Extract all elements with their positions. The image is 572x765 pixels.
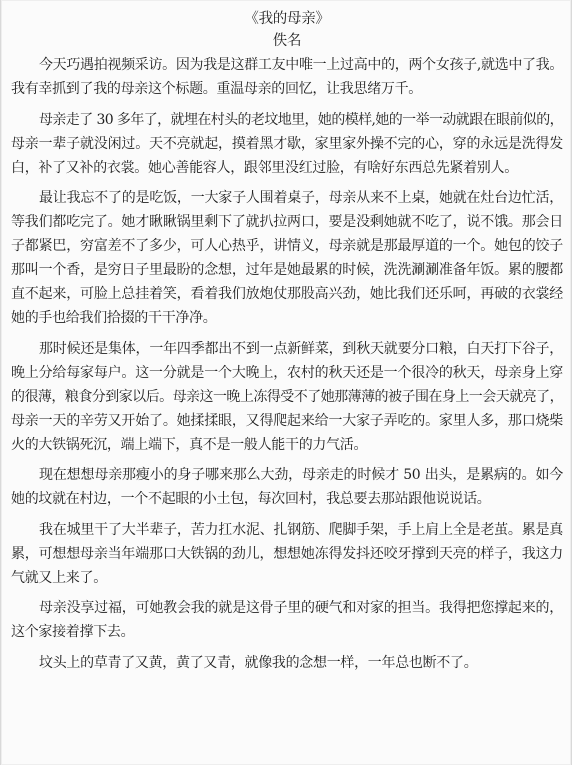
paragraph-line: 她的坟就在村边，一个不起眼的小土包，每次回村，我总要去那站跟他说说话。 — [11, 491, 491, 507]
paragraph — [11, 463, 563, 511]
paragraph-line: 的很薄，粮食分到家以后。母亲这一晚上冻得受不了她那薄薄的被子围在身上一会天就亮了， — [11, 388, 563, 405]
paragraph — [11, 596, 563, 644]
paragraph — [11, 53, 563, 101]
paragraph-line: 我有幸抓到了我的母亲这个标题。重温母亲的回忆，让我思绪万千。 — [11, 81, 422, 97]
paragraph-line: 现在想想母亲那瘦小的身子哪来那么大劲，母亲走的时候才 50 出头，是累病的。如今 — [39, 467, 563, 483]
paragraph-line: 直不起来，可脸上总挂着笑，看着我们放炮仗那股高兴劲，她比我们还乐呵，再破的衣裳经 — [11, 286, 563, 302]
document-body — [11, 8, 563, 675]
document-author: 佚名 — [272, 33, 302, 49]
paragraph-line: 那叫一个香，是穷日子里最盼的念想，过年是她最累的时候，洗洗涮涮准备年饭。累的腰都 — [11, 262, 563, 278]
paragraph-line: 母亲一辈子就没闲过。天不亮就起，摸着黑才歇，家里家外操不完的心，穿的永远是洗得发 — [11, 135, 563, 152]
paragraph-list — [11, 53, 563, 675]
paragraph — [11, 186, 563, 330]
paragraph-line: 母亲走了 30 多年了，就埋在村头的老坟地里，她的模样,她的一举一动就跟在眼前似的， — [39, 111, 563, 128]
paragraph-line: 那时候还是集体，一年四季都出不到一点新鲜菜，到秋天就要分口粮，白天打下谷子， — [39, 340, 563, 357]
paragraph — [11, 651, 563, 675]
paragraph — [11, 337, 563, 457]
paragraph-line: 子都紧巴，穷富差不了多少，可人心热乎，讲情义，母亲就是那最厚道的一个。她包的饺子 — [11, 238, 563, 254]
paragraph-line: 母亲没享过福，可她教会我的就是这骨子里的硬气和对家的担当。我得把您撑起来的， — [39, 600, 563, 616]
paragraph — [11, 518, 563, 590]
paragraph-line: 今天巧遇拍视频采访。因为我是这群工友中唯一上过高中的，两个女孩子,就选中了我。 — [39, 57, 563, 73]
paragraph-line: 累，可想想母亲当年端那口大铁锅的劲儿，想想她冻得发抖还咬牙撑到天亮的样子，我这力 — [11, 545, 563, 562]
paragraph-line: 气就又上来了。 — [11, 569, 107, 586]
paragraph-line: 等我们都吃完了。她才瞅瞅锅里剩下了就扒拉两口，要是没剩她就不吃了，说不饿。那会日 — [11, 214, 563, 230]
paragraph-line: 母亲一天的辛劳又开始了。她揉揉眼，又得爬起来给一大家子弄吃的。家里人多，那口烧柴 — [11, 412, 563, 429]
paragraph — [11, 108, 563, 180]
paragraph-line: 坟头上的草青了又黄，黄了又青，就像我的念想一样，一年总也断不了。 — [39, 654, 478, 671]
paragraph-line: 白，补了又补的衣裳。她心善能容人，跟邻里没红过脸，有啥好东西总先紧着别人。 — [11, 159, 518, 176]
paragraph-line: 她的手也给我们拾掇的干干净净。 — [11, 310, 217, 326]
paragraph-line: 最让我忘不了的是吃饭，一大家子人围着桌子，母亲从来不上桌，她就在灶台边忙活， — [39, 190, 563, 206]
paragraph-line: 火的大铁锅死沉，端上端下，真不是一般人能干的力气活。 — [11, 436, 368, 453]
document-title: 《我的母亲》 — [244, 11, 330, 27]
paragraph-line: 这个家接着撑下去。 — [11, 624, 135, 640]
paragraph-line: 晚上分给每家每户。这一分就是一个大晚上，农村的秋天还是一个很冷的秋天，母亲身上穿 — [11, 364, 563, 381]
paragraph-line: 我在城里干了大半辈子，苦力扛水泥、扎钢筋、爬脚手架，手上肩上全是老茧。累是真 — [39, 521, 563, 538]
